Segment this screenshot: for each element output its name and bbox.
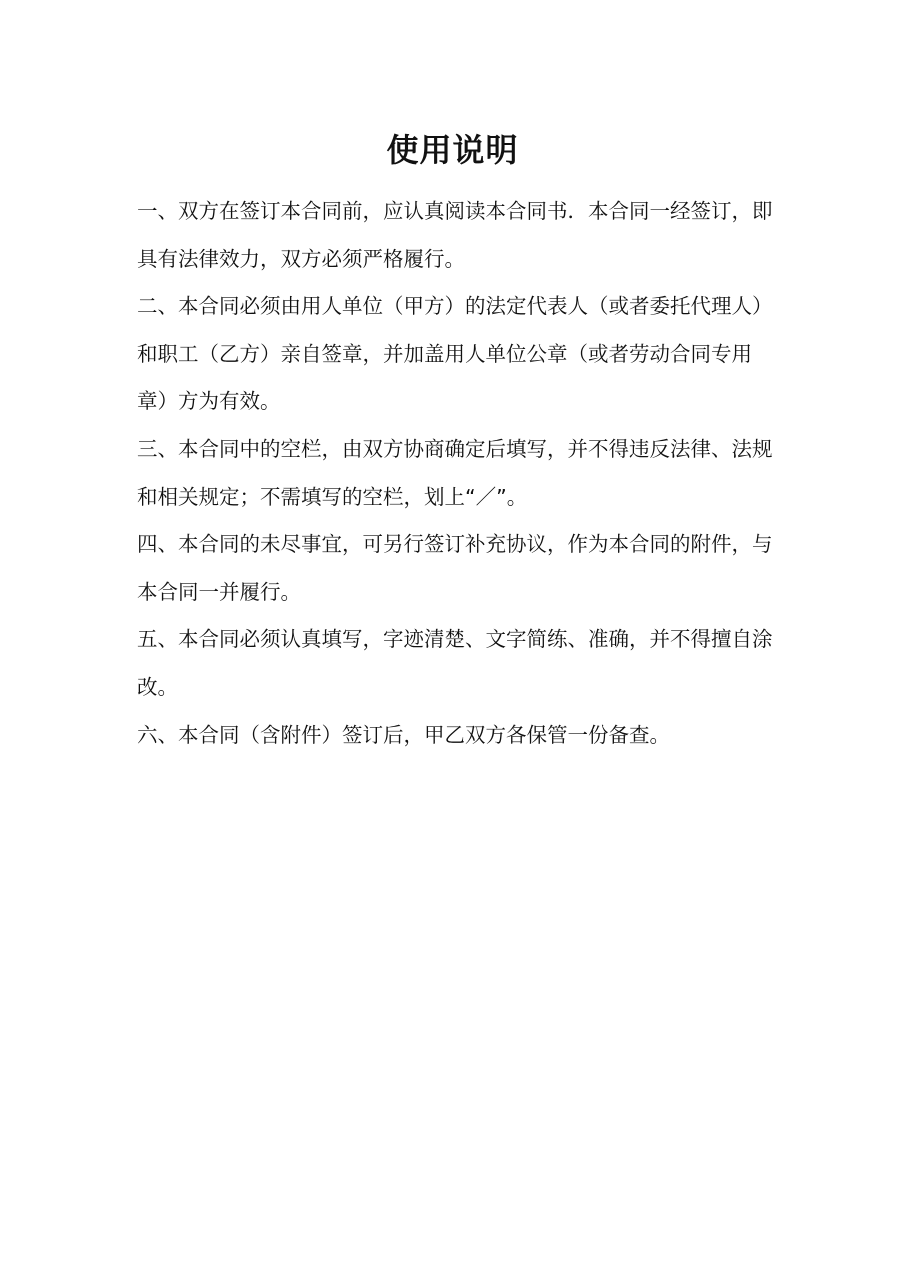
paragraph-line: 本合同一并履行。 [137,579,301,604]
paragraph-line: 三、本合同中的空栏，由双方协商确定后填写，并不得违反法律、法规 [137,436,773,461]
instruction-paragraph-2 [137,283,777,426]
instruction-paragraph-4 [137,521,777,616]
paragraph-line: 具有法律效力，双方必须严格履行。 [137,246,465,271]
instruction-paragraph-3 [137,426,777,521]
instruction-paragraph-1 [137,188,777,283]
paragraph-line: 和职工（乙方）亲自签章，并加盖用人单位公章（或者劳动合同专用 [137,341,752,366]
paragraph-line: 和相关规定；不需填写的空栏，划上“／”。 [137,484,528,509]
paragraph-line: 五、本合同必须认真填写，字迹清楚、文字简练、准确，并不得擅自涂 [137,627,773,652]
paragraph-line: 六、本合同（含附件）签订后，甲乙双方各保管一份备查。 [137,722,670,747]
instruction-paragraph-6 [137,712,777,760]
page-title: 使用说明 [386,131,519,169]
instruction-paragraph-5 [137,616,777,711]
paragraph-line: 四、本合同的未尽事宜，可另行签订补充协议，作为本合同的附件，与 [137,532,773,557]
paragraph-line: 改。 [137,674,178,699]
paragraph-line: 章）方为有效。 [137,389,281,414]
paragraph-line: 二、本合同必须由用人单位（甲方）的法定代表人（或者委托代理人） [137,294,773,319]
instructions-body [137,188,777,759]
paragraph-line: 一、双方在签订本合同前，应认真阅读本合同书．本合同一经签订，即 [137,199,773,223]
